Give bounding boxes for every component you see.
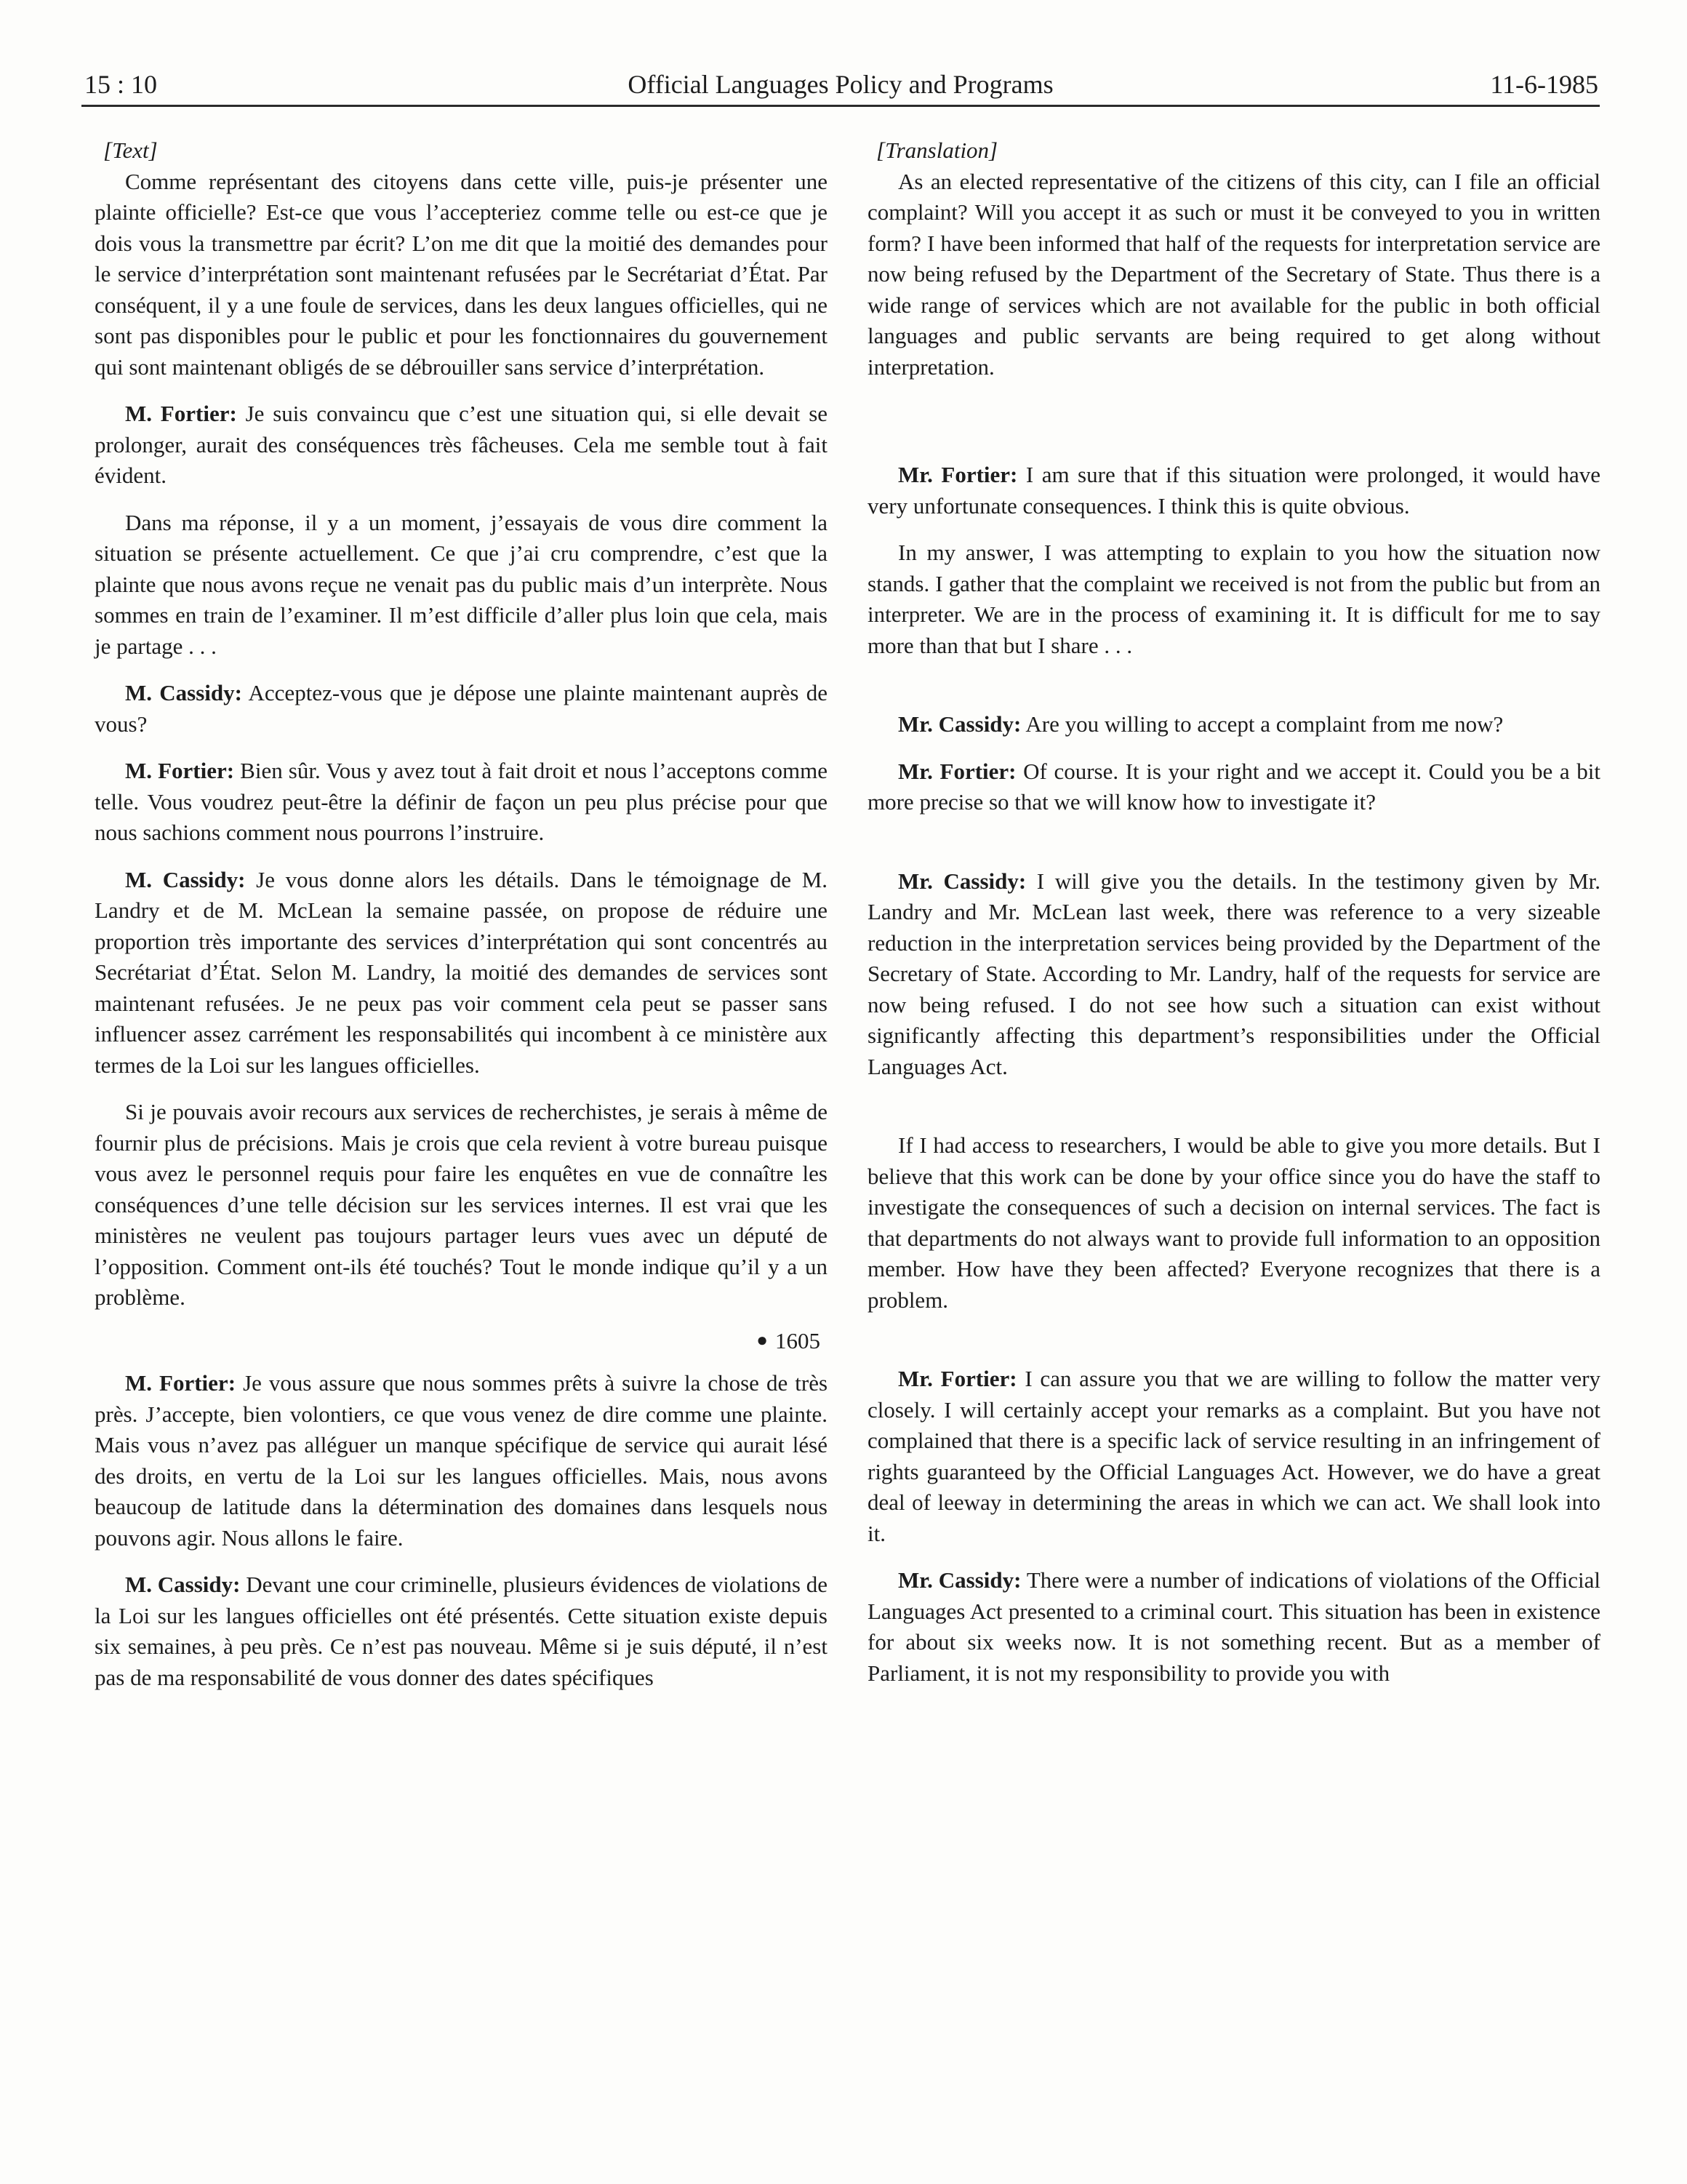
section-label-text: [Text] — [103, 137, 158, 163]
paragraph — [867, 1565, 1600, 1689]
speaker-name: Mr. Cassidy: — [898, 868, 1027, 894]
paragraph — [95, 399, 828, 492]
page-reference: 15 : 10 — [84, 70, 158, 99]
speaker-name: Mr. Cassidy: — [898, 1567, 1022, 1593]
speaker-name: M. Cassidy: — [125, 1572, 241, 1597]
paragraph-text: As an elected representative of the citizens of this city, can I file an official complaint? Will you accept it as such or must it be conveyed to you in written form? I have been informed that half of the requests for interpretation service are now being refused by the Department of the Secretary of State. Thus there is a wide range of services which are not available for the public in both official languages and public servants are being required to get along without interpretation. — [867, 168, 1600, 380]
paragraph — [867, 756, 1600, 818]
paragraph-text: Si je pouvais avoir recours aux services de recherchistes, je serais à même de fournir plus de précisions. Mais je crois que cela revient à votre bureau puisque vous avez le personnel requis pour faire les enquêtes en vue de connaître les conséquences d’une telle décision sur les services internes. Il est vrai que les ministères ne veulent pas toujours partager leurs vues avec un député de l’opposition. Comment ont-ils été touchés? Tout le monde indique qu’il y a un problème. — [95, 1099, 828, 1310]
paragraph — [95, 865, 828, 1081]
paragraph — [867, 460, 1600, 521]
speaker-name: Mr. Fortier: — [898, 462, 1018, 487]
time-marker — [95, 1325, 828, 1357]
paragraph-text: Je vous assure que nous sommes prêts à suivre la chose de très près. J’accepte, bien volontiers, ce que vous venez de dire comme une plainte. Mais vous n’avez pas alléguer un manque spécifique de service qui aurait lésé des droits, en vertu de la Loi sur les langues officielles. Mais, nous avons beaucoup de latitude dans la détermination des domaines dans lesquels nous pouvons agir. Nous allons le faire. — [95, 1370, 828, 1551]
paragraph — [95, 1097, 828, 1313]
speaker-name: M. Fortier: — [125, 1370, 236, 1396]
paragraph — [95, 1569, 828, 1693]
time-marker-text: 1605 — [775, 1327, 820, 1353]
page-date: 11-6-1985 — [1490, 70, 1598, 99]
speaker-name: M. Cassidy: — [125, 866, 246, 892]
paragraph — [95, 1368, 828, 1553]
speaker-name: Mr. Fortier: — [898, 1366, 1017, 1391]
paragraph-text: There were a number of indications of violations of the Official Languages Act presented to a criminal court. This situation has been in existence for about six weeks now. It is not something recent. But as a member of Parliament, it is not my responsibility to provide you with — [867, 1567, 1600, 1686]
paragraph-text: Je suis convaincu que c’est une situation qui, si elle devait se prolonger, aurait des conséquences très fâcheuses. Cela me semble tout à fait évident. — [95, 401, 828, 488]
section-label-translation: [Translation] — [876, 137, 998, 163]
paragraph-text: Of course. It is your right and we accept it. Could you be a bit more precise so that we will know how to investigate it? — [867, 758, 1601, 815]
paragraph-text: I am sure that if this situation were prolonged, it would have very unfortunate consequences. I think this is quite obvious. — [867, 462, 1601, 519]
paragraph-text: In my answer, I was attempting to explain to you how the situation now stands. I gather that the complaint we received is not from the public but from an interpreter. We are in the process of examining it. It is difficult for me to say more than that but I share . . . — [867, 540, 1600, 658]
paragraph — [867, 1364, 1600, 1549]
paragraph-text: Dans ma réponse, il y a un moment, j’essayais de vous dire comment la situation se présente actuellement. Ce que j’ai cru comprendre, c’est que la plainte que nous avons reçue ne venait pas du public mais d’un interprète. Nous sommes en train de l’examiner. Il m’est difficile d’aller plus loin que cela, mais je partage . . . — [95, 509, 828, 659]
paragraph — [95, 756, 828, 849]
bullet-icon: ● — [756, 1329, 768, 1351]
paragraph-text: Je vous donne alors les détails. Dans le témoignage de M. Landry et de M. McLean la semaine passée, on propose de réduire une proportion très importante des services d’interprétation qui sont concentrés au Secrétariat d’État. Selon M. Landry, la moitié des demandes de services sont maintenant refusées. Je ne peux pas voir comment cela peut se passer sans influencer assez carrément les responsabilités qui incombent à ce ministère aux termes de la Loi sur les langues officielles. — [95, 866, 828, 1078]
paragraph-text: I will give you the details. In the testimony given by Mr. Landry and Mr. McLean last week, there was reference to a very sizeable reduction in the interpretation services being provided by the Department of the Secretary of State. According to Mr. Landry, half of the requests for service are now being refused. I do not see how such a situation can exist without significantly affecting this department’s responsibilities under the Official Languages Act. — [867, 868, 1600, 1079]
paragraph — [867, 866, 1600, 1083]
paragraph-text: Are you willing to accept a complaint from me now? — [1025, 711, 1504, 737]
paragraph-text: Comme représentant des citoyens dans cette ville, puis-je présenter une plainte officielle? Est-ce que vous l’accepteriez comme telle ou est-ce que je dois vous la transmettre par écrit? L’on me dit que la moitié des demandes pour le service d’interprétation sont maintenant refusées par le Secrétariat d’État. Par conséquent, il y a une foule de services, dans les deux langues officielles, qui ne sont pas disponibles pour le public et pour les fonctionnaires du gouvernement qui sont maintenant obligés de se débrouiller sans service d’interprétation. — [95, 168, 828, 380]
page-header — [81, 68, 1600, 107]
speaker-name: Mr. Fortier: — [898, 758, 1017, 784]
speaker-name: M. Fortier: — [125, 758, 235, 783]
paragraph — [95, 508, 828, 663]
page-title: Official Languages Policy and Programs — [628, 70, 1054, 99]
speaker-name: M. Fortier: — [125, 401, 237, 426]
paragraph — [867, 709, 1600, 740]
speaker-name: M. Cassidy: — [125, 680, 242, 705]
paragraph — [867, 1130, 1600, 1316]
right-column-translation — [867, 135, 1600, 1689]
paragraph — [95, 167, 828, 383]
paragraph-text: Devant une cour criminelle, plusieurs évidences de violations de la Loi sur les langues officielles ont été présentés. Cette situation existe depuis six semaines, à peu près. Ce n’est pas nouveau. Même si je suis député, il n’est pas de ma responsabilité de vous donner des dates spécifiques — [95, 1572, 828, 1690]
paragraph-text: Bien sûr. Vous y avez tout à fait droit et nous l’acceptons comme telle. Vous voudrez peut-être la définir de façon un peu plus précise pour que nous sachions comment nous pourrons l’instruire. — [95, 758, 828, 845]
speaker-name: Mr. Cassidy: — [898, 711, 1022, 737]
paragraph — [95, 678, 828, 740]
paragraph — [867, 167, 1600, 383]
paragraph-text: Acceptez-vous que je dépose une plainte maintenant auprès de vous? — [95, 680, 828, 737]
paragraph-text: If I had access to researchers, I would be able to give you more details. But I believe that this work can be done by your office since you do have the staff to investigate the consequences of such a decision on internal services. The fact is that departments do not always want to provide full information to an opposition member. How have they been affected? Everyone recognizes that there is a problem. — [867, 1132, 1600, 1313]
left-column-text — [95, 135, 828, 1693]
paragraph — [867, 537, 1600, 661]
paragraph-text: I can assure you that we are willing to follow the matter very closely. I will certainly accept your remarks as a complaint. But you have not complained that there is a specific lack of service resulting in an infringement of rights guaranteed by the Official Languages Act. However, we do have a great deal of leeway in determining the areas in which we can act. We shall look into it. — [867, 1366, 1600, 1546]
